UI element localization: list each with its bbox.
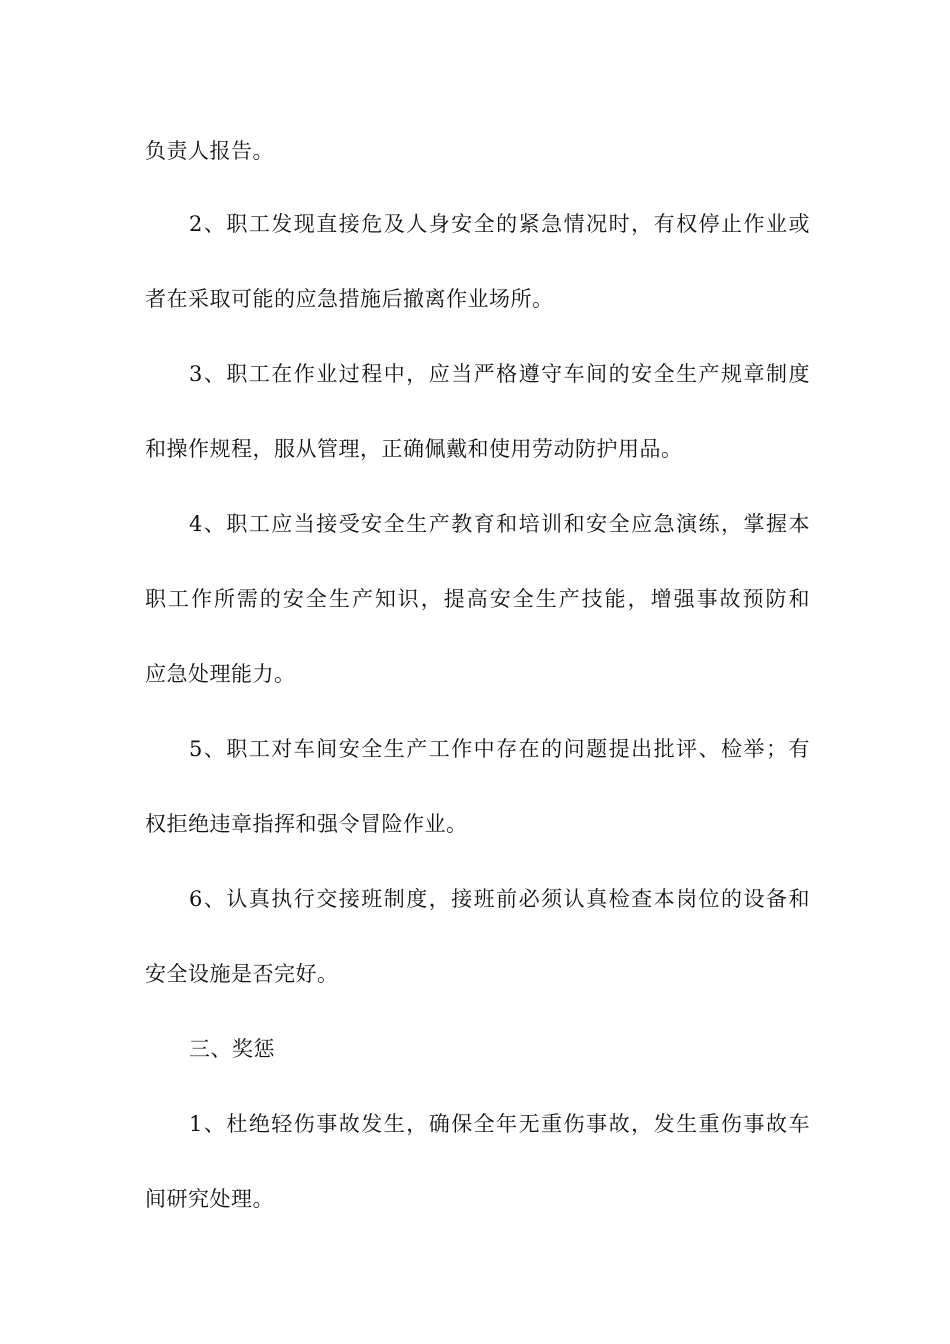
paragraph-3-line-2: 和操作规程，服从管理，正确佩戴和使用劳动防护用品。 — [145, 437, 683, 461]
paragraph-6-line-2: 安全设施是否完好。 — [145, 962, 339, 986]
paragraph-5-line-2: 权拒绝违章指挥和强令冒险作业。 — [145, 812, 468, 836]
text-line: 负责人报告。 — [145, 139, 274, 163]
rewards-item-1-line-2: 间研究处理。 — [145, 1187, 274, 1211]
paragraph-2-line-1: 2、职工发现直接危及人身安全的紧急情况时，有权停止作业或 — [189, 212, 810, 236]
paragraph-4-line-1: 4、职工应当接受安全生产教育和培训和安全应急演练，掌握本 — [189, 512, 810, 536]
paragraph-5-line-1: 5、职工对车间安全生产工作中存在的问题提出批评、检举；有 — [189, 737, 810, 761]
paragraph-4-line-3: 应急处理能力。 — [145, 662, 296, 686]
paragraph-2-line-2: 者在采取可能的应急措施后撤离作业场所。 — [145, 287, 554, 311]
paragraph-4-line-2: 职工作所需的安全生产知识，提高安全生产技能，增强事故预防和 — [145, 587, 810, 611]
rewards-item-1-line-1: 1、杜绝轻伤事故发生，确保全年无重伤事故，发生重伤事故车 — [189, 1112, 810, 1136]
paragraph-3-line-1: 3、职工在作业过程中，应当严格遵守车间的安全生产规章制度 — [189, 362, 810, 386]
section-heading-rewards: 三、奖惩 — [189, 1037, 275, 1061]
paragraph-6-line-1: 6、认真执行交接班制度，接班前必须认真检查本岗位的设备和 — [189, 887, 810, 911]
